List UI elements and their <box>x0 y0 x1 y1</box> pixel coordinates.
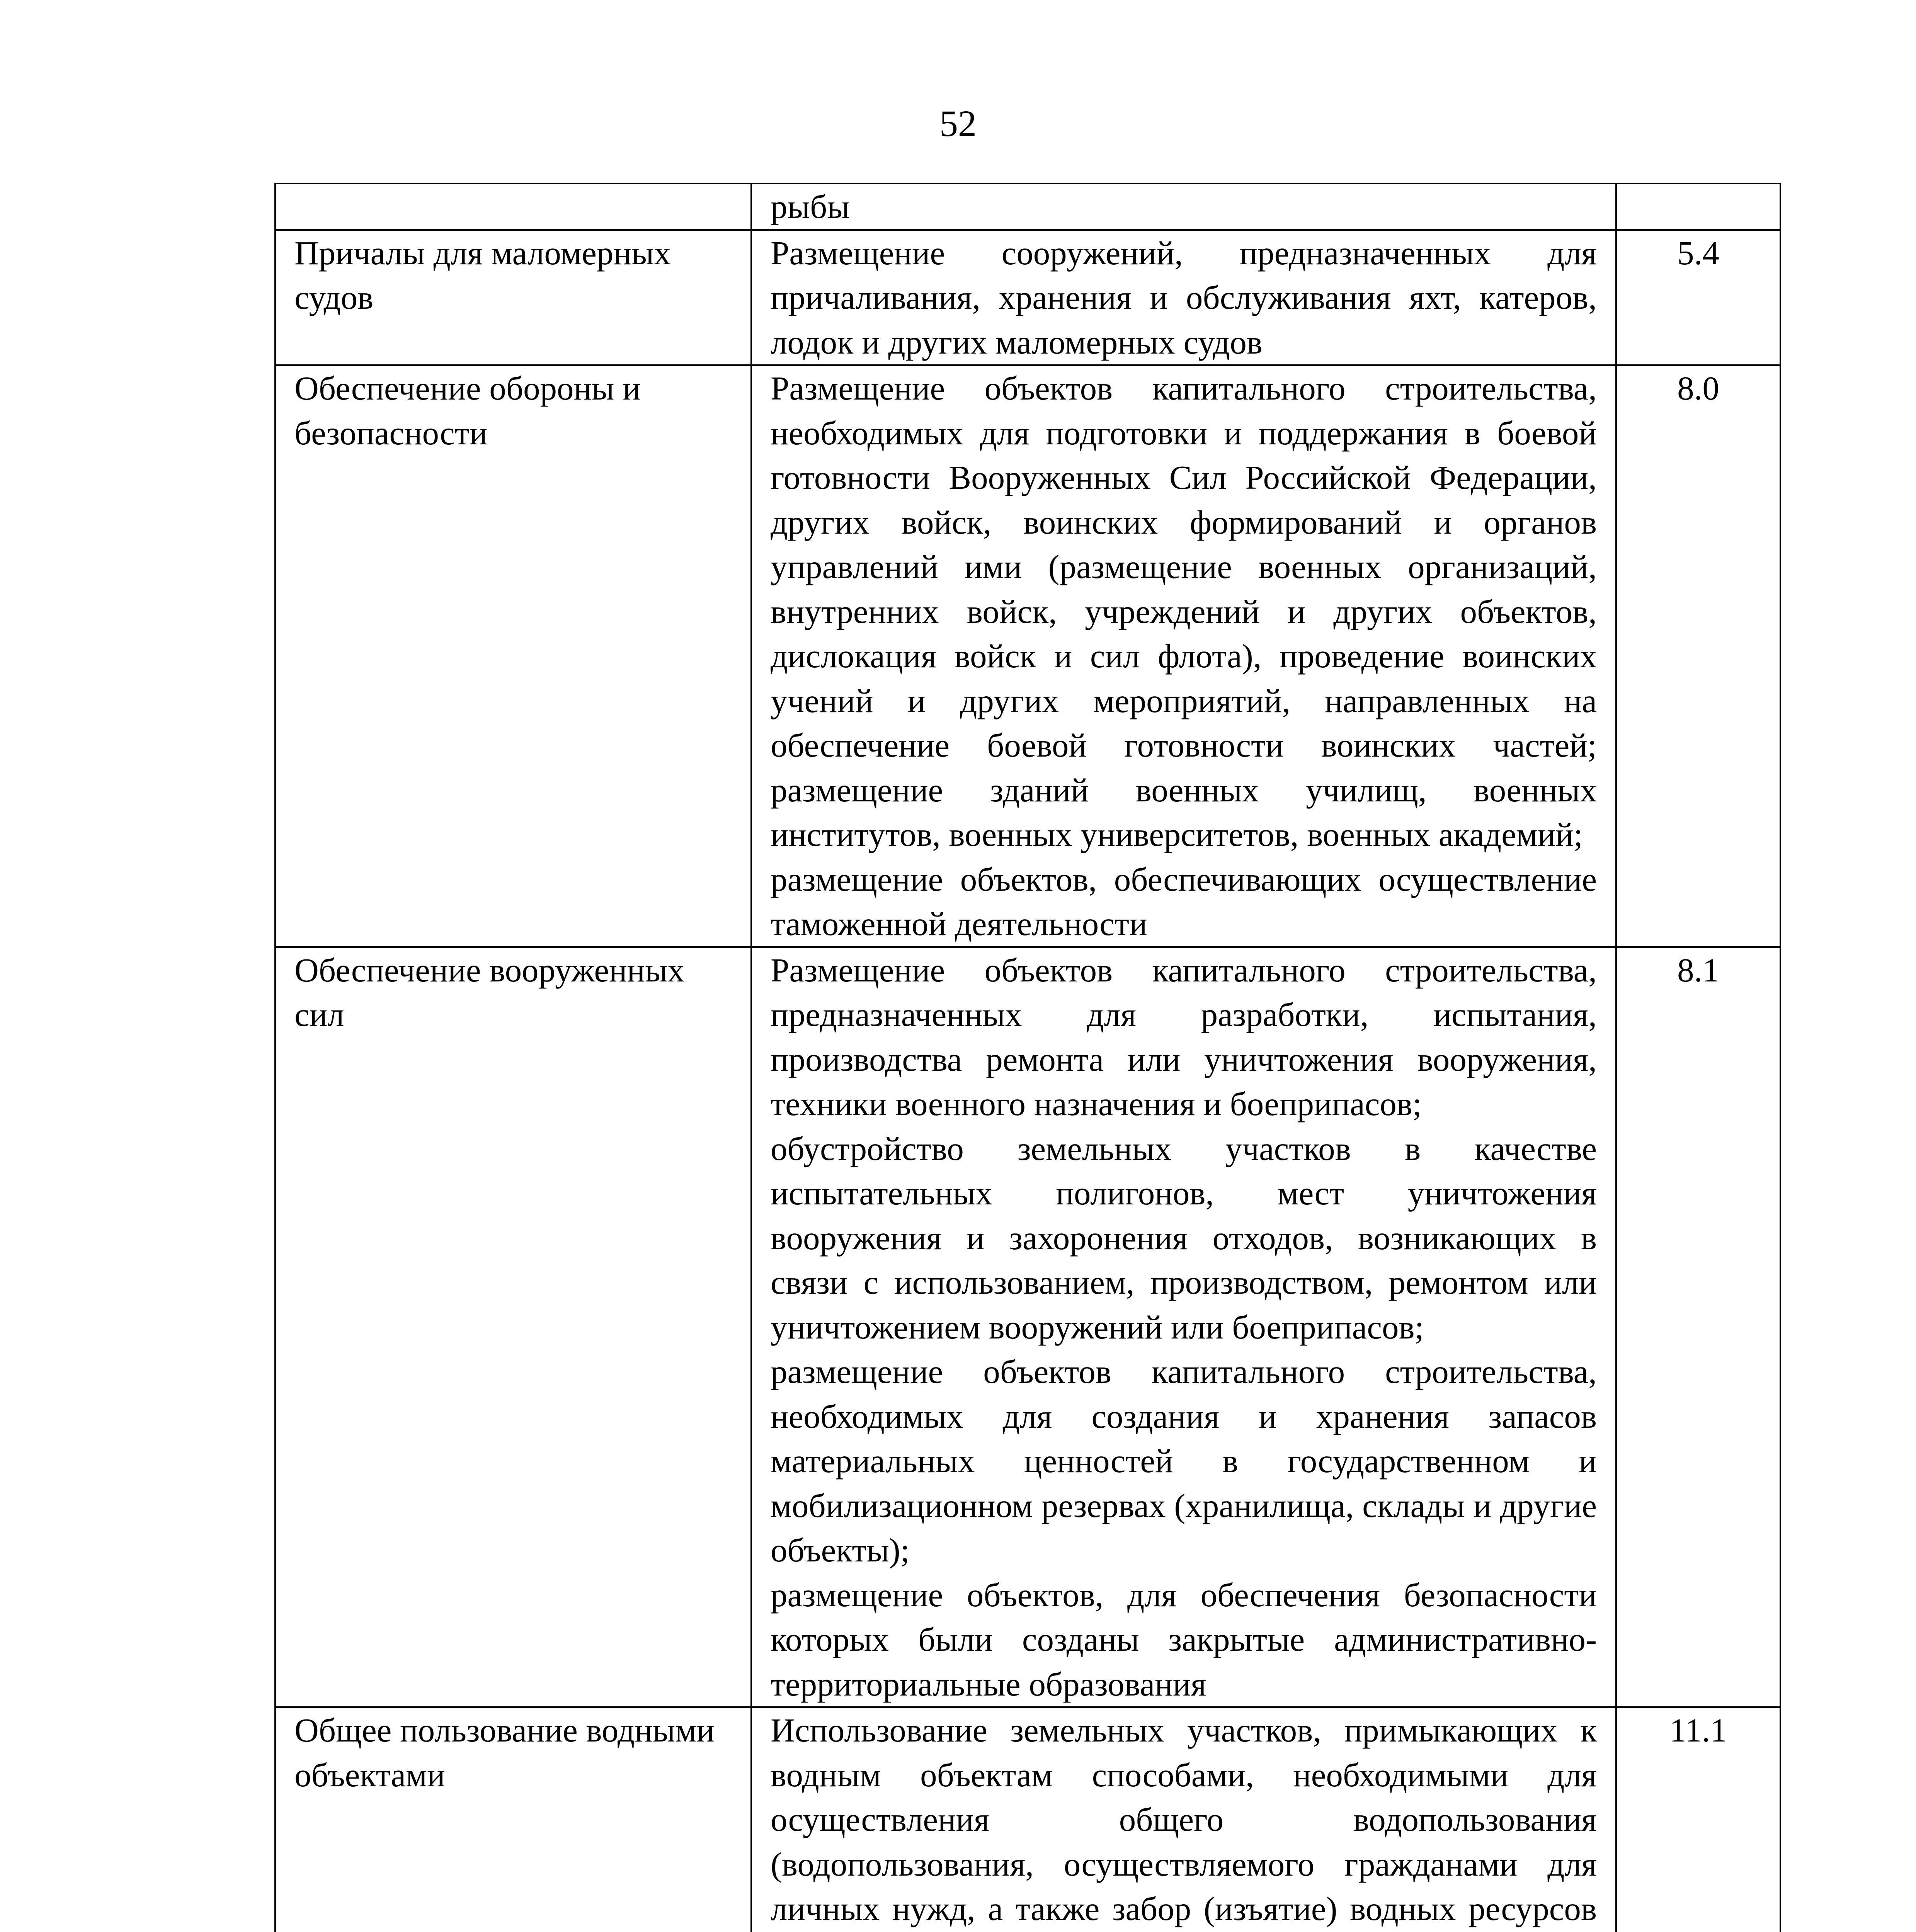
land-use-code-cell: 8.1 <box>1616 947 1780 1708</box>
land-use-code-cell: 8.0 <box>1616 365 1780 947</box>
land-use-name-cell: Причалы для маломерных судов <box>275 230 751 366</box>
description-paragraph: Размещение сооружений, предназначенных для причаливания, хранения и обслуживания яхт, катеров, лодок и других маломерных судов <box>771 234 1597 361</box>
description-paragraph: Размещение объектов капитального строительства, необходимых для подготовки и поддержания в боевой готовности Вооруженных Сил Российской Федерации, других войск, воинских формирований и органов управлений ими (размещение военных организаций, внутренних войск, учреждений и других объектов, дислокация войск и сил флота), проведение воинских учений и других мероприятий, направленных на обеспечение боевой готовности воинских частей; размещение зданий военных училищ, военных институтов, военных университетов, военных академий; <box>771 369 1597 853</box>
description-paragraph: Размещение объектов капитального строительства, предназначенных для разработки, испытания, производства ремонта или уничтожения вооружения, техники военного назначения и боеприпасов; <box>771 951 1597 1122</box>
table-row <box>275 230 1780 366</box>
land-use-description-cell <box>751 230 1616 366</box>
land-use-name-cell <box>275 184 751 230</box>
land-use-name-cell: Обеспечение обороны и безопасности <box>275 365 751 947</box>
table-row <box>275 365 1780 947</box>
land-use-code-cell: 11.1 <box>1616 1707 1780 1932</box>
land-use-table <box>274 183 1781 1932</box>
table-row <box>275 1707 1780 1932</box>
description-paragraph: размещение объектов, обеспечивающих осуществление таможенной деятельности <box>771 860 1597 942</box>
land-use-code-cell: 5.4 <box>1616 230 1780 366</box>
land-use-name-cell: Обеспечение вооруженных сил <box>275 947 751 1708</box>
land-use-name-cell: Общее пользование водными объектами <box>275 1707 751 1932</box>
table-body <box>275 184 1780 1932</box>
table-row <box>275 947 1780 1708</box>
land-use-code-cell <box>1616 184 1780 230</box>
description-paragraph: размещение объектов капитального строительства, необходимых для создания и хранения запасов материальных ценностей в государственном и мобилизационном резервах (хранилища, склады и другие объекты); <box>771 1353 1597 1569</box>
description-paragraph: обустройство земельных участков в качестве испытательных полигонов, мест уничтожения вооружения и захоронения отходов, возникающих в связи с использованием, производством, ремонтом или уничтожением вооружений или боеприпасов; <box>771 1129 1597 1346</box>
land-use-description-cell <box>751 365 1616 947</box>
page-number: 52 <box>939 103 977 144</box>
description-paragraph: Использование земельных участков, примыкающих к водным объектам способами, необходимыми для осуществления общего водопользования (водопользования, осуществляемого гражданами для личных нужд, а также забор (изъятие) водных ресурсов <box>771 1711 1597 1927</box>
land-use-description-cell <box>751 184 1616 230</box>
description-paragraph: рыбы <box>771 188 850 225</box>
land-use-description-cell <box>751 1707 1616 1932</box>
table-row <box>275 184 1780 230</box>
description-paragraph: размещение объектов, для обеспечения безопасности которых были созданы закрытые административно-территориальные образования <box>771 1576 1597 1703</box>
land-use-description-cell <box>751 947 1616 1708</box>
